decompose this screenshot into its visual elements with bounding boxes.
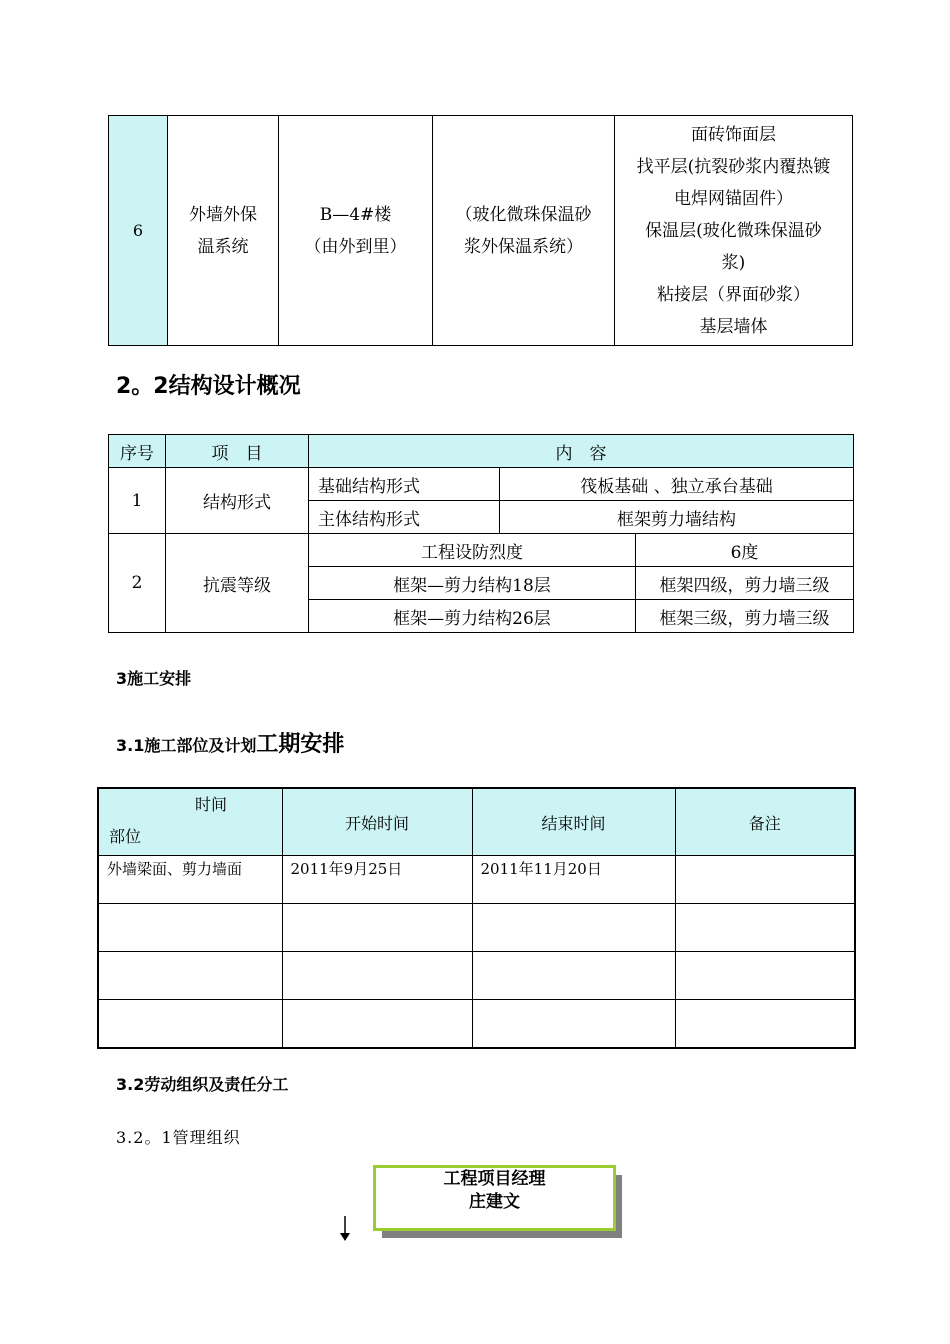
header-end: 结束时间 — [472, 788, 675, 856]
section-heading-2-2: 2。2结构设计概况 — [116, 374, 301, 399]
building-cell: B—4#楼 （由外到里） — [279, 116, 433, 346]
arrow-down-icon — [339, 1216, 351, 1242]
detail-label: 框架—剪力结构26层 — [309, 600, 636, 633]
header-item: 项 目 — [166, 435, 309, 468]
header-no: 序号 — [109, 435, 166, 468]
section-heading-3: 3施工安排 — [116, 669, 192, 688]
project-manager-box: 工程项目经理 庄建文 — [373, 1165, 616, 1231]
detail-label: 框架—剪力结构18层 — [309, 567, 636, 600]
row-no: 1 — [109, 468, 166, 534]
row-no: 2 — [109, 534, 166, 633]
detail-value: 框架四级，剪力墙三级 — [636, 567, 854, 600]
detail-value: 框架三级，剪力墙三级 — [636, 600, 854, 633]
row-item: 结构形式 — [166, 468, 309, 534]
detail-label: 主体结构形式 — [309, 501, 500, 534]
table-row — [98, 1000, 855, 1048]
section-heading-3-2-1: 3.2。1管理组织 — [116, 1128, 241, 1147]
section-heading-3-1: 3.1施工部位及计划工期安排 — [116, 732, 345, 757]
detail-label: 基础结构形式 — [309, 468, 500, 501]
header-start: 开始时间 — [282, 788, 472, 856]
table-row — [98, 904, 855, 952]
layers-cell: 面砖饰面层 找平层(抗裂砂浆内覆热镀 电焊网锚固件） 保温层(玻化微珠保温砂 浆) 粘接层（界面砂浆） 基层墙体 — [615, 116, 853, 346]
header-time-part: 时间 部位 — [98, 788, 282, 856]
row-number: 6 — [109, 116, 168, 346]
detail-label: 工程设防烈度 — [309, 534, 636, 567]
insulation-table — [108, 115, 853, 346]
material-cell: （玻化微珠保温砂 浆外保温系统） — [433, 116, 615, 346]
header-note: 备注 — [675, 788, 855, 856]
row-item: 抗震等级 — [166, 534, 309, 633]
table-row — [98, 952, 855, 1000]
system-cell: 外墙外保 温系统 — [168, 116, 279, 346]
detail-value: 6度 — [636, 534, 854, 567]
header-content: 内 容 — [309, 435, 854, 468]
table-row: 外墙梁面、剪力墙面 2011年9月25日 2011年11月20日 — [98, 856, 855, 904]
detail-value: 框架剪力墙结构 — [500, 501, 854, 534]
structure-table — [108, 434, 854, 633]
section-heading-3-2: 3.2劳动组织及责任分工 — [116, 1075, 289, 1094]
schedule-table — [97, 787, 856, 1049]
detail-value: 筏板基础 、独立承台基础 — [500, 468, 854, 501]
